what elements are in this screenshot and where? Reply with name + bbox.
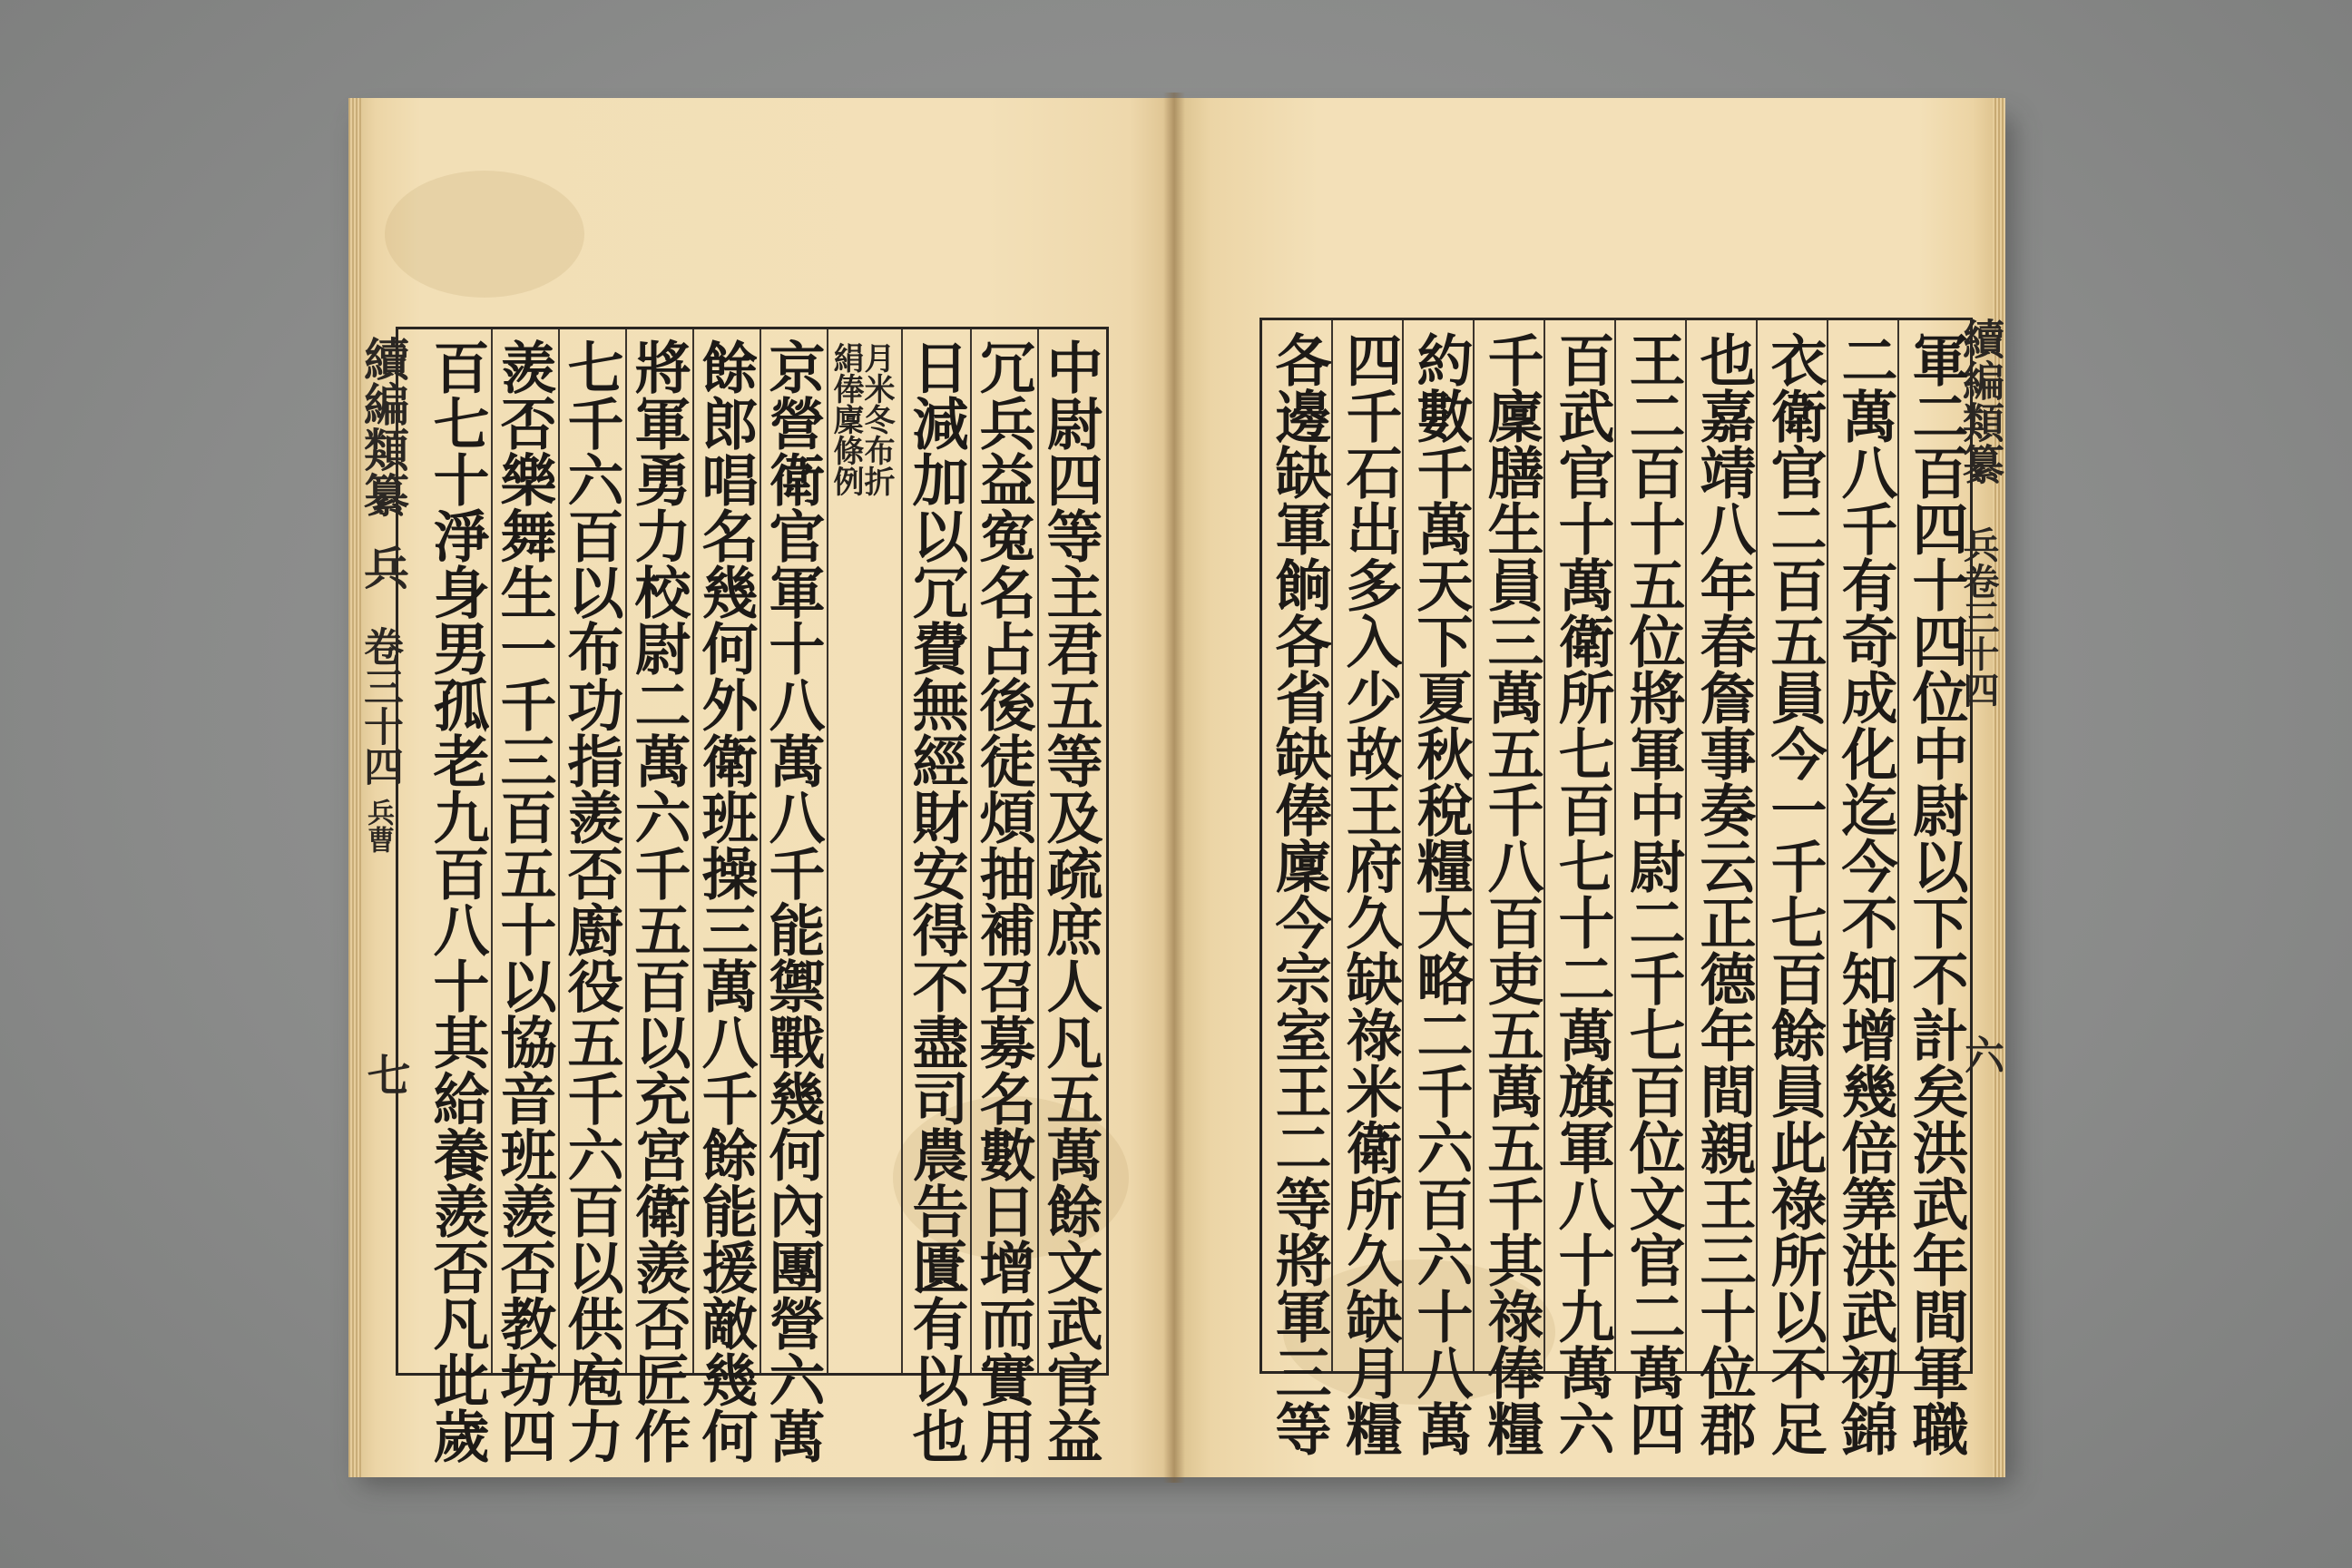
right-page-edge: [1993, 98, 2005, 1477]
left-margin-category: 兵曹: [362, 799, 394, 853]
right-column-3: 衣衛官二百五員今一千七百餘員此祿所以不足: [1761, 331, 1828, 1456]
column-rule: [1827, 320, 1828, 1371]
column-rule: [1685, 320, 1687, 1371]
column-rule: [491, 329, 493, 1373]
column-rule: [625, 329, 627, 1373]
left-column-9: 百七十淨身男孤老九百八十其給養羨否凡此歲: [424, 338, 490, 1464]
right-column-8: 約數千萬天下夏秋稅糧大略二千六百六十八萬: [1407, 331, 1474, 1456]
right-margin-folio: 六: [1957, 1034, 2004, 1074]
column-rule: [970, 329, 972, 1373]
left-page-edge: [348, 98, 361, 1477]
left-margin-section: 兵: [357, 544, 409, 590]
left-margin-folio: 七: [359, 1053, 410, 1096]
left-text-frame: [396, 327, 1109, 1464]
right-margin-title: 續編類纂: [1956, 318, 2005, 485]
right-column-1: 軍二百四十四位中尉以下不計矣洪武年間軍職: [1903, 331, 1969, 1456]
right-column-4: 也嘉靖八年春詹事奏云正德年間親王三十位郡: [1690, 331, 1757, 1456]
column-rule: [1473, 320, 1475, 1371]
right-column-6: 百武官十萬衛所七百七十二萬旗軍八十九萬六: [1549, 331, 1615, 1456]
column-rule: [1614, 320, 1616, 1371]
left-column-3: 日減加以冗費無經財安得不盡司農告匱有以也: [903, 338, 969, 1464]
book-gutter: [1163, 93, 1185, 1483]
column-rule: [1331, 320, 1333, 1371]
column-rule: [901, 329, 903, 1373]
column-rule: [1897, 320, 1899, 1371]
column-rule: [1544, 320, 1545, 1371]
left-note-line-2: 絹俸廩條例: [828, 342, 864, 496]
paper-stain: [385, 171, 584, 298]
left-note-line-1: 月米冬布折: [858, 342, 895, 496]
right-margin-subtitle: 兵卷三十四: [1957, 526, 1999, 708]
left-column-4: 京營衛官軍十八萬八千能禦戰幾何內團營六萬: [760, 338, 826, 1464]
right-column-7: 千廩膳生員三萬五千八百吏五萬五千其祿俸糧: [1478, 331, 1544, 1456]
column-rule: [692, 329, 694, 1373]
left-column-5: 餘郎唱名幾何外衛班操三萬八千餘能援敵幾何: [692, 338, 759, 1464]
left-column-8: 羨否樂舞生一千三百五十以協音班羨否教坊四: [491, 338, 557, 1464]
left-margin-title: 續編類纂: [357, 336, 409, 517]
column-rule: [760, 329, 761, 1373]
left-column-2: 冗兵益寃名占後徒煩抽補召募名數日增而實用: [970, 338, 1036, 1464]
column-rule: [558, 329, 560, 1373]
right-text-frame: [1259, 318, 1973, 1456]
left-margin-subtitle: 卷三十四: [357, 626, 403, 786]
column-rule: [1037, 329, 1039, 1373]
left-column-6: 將軍勇力校尉二萬六千五百以充宮衛羨否匠作: [625, 338, 691, 1464]
right-column-5: 王二百十五位將軍中尉二千七百位文官二萬四: [1620, 331, 1686, 1456]
left-column-1: 中尉四等主君五等及疏庶人凡五萬餘文武官益: [1037, 338, 1103, 1464]
column-rule: [827, 329, 828, 1373]
right-column-2: 二萬八千有奇成化迄今不知增幾倍筭洪武初錦: [1832, 331, 1898, 1456]
left-column-7: 七千六百以布功指羨否廚役五千六百以供庖力: [558, 338, 624, 1464]
column-rule: [1756, 320, 1758, 1371]
right-column-10: 各邊缺軍餉各省缺俸廩今宗室王二等將軍三等: [1266, 331, 1332, 1456]
column-rule: [1402, 320, 1404, 1371]
right-column-9: 四千石出多入少故王府久缺祿米衛所久缺月糧: [1337, 331, 1403, 1456]
